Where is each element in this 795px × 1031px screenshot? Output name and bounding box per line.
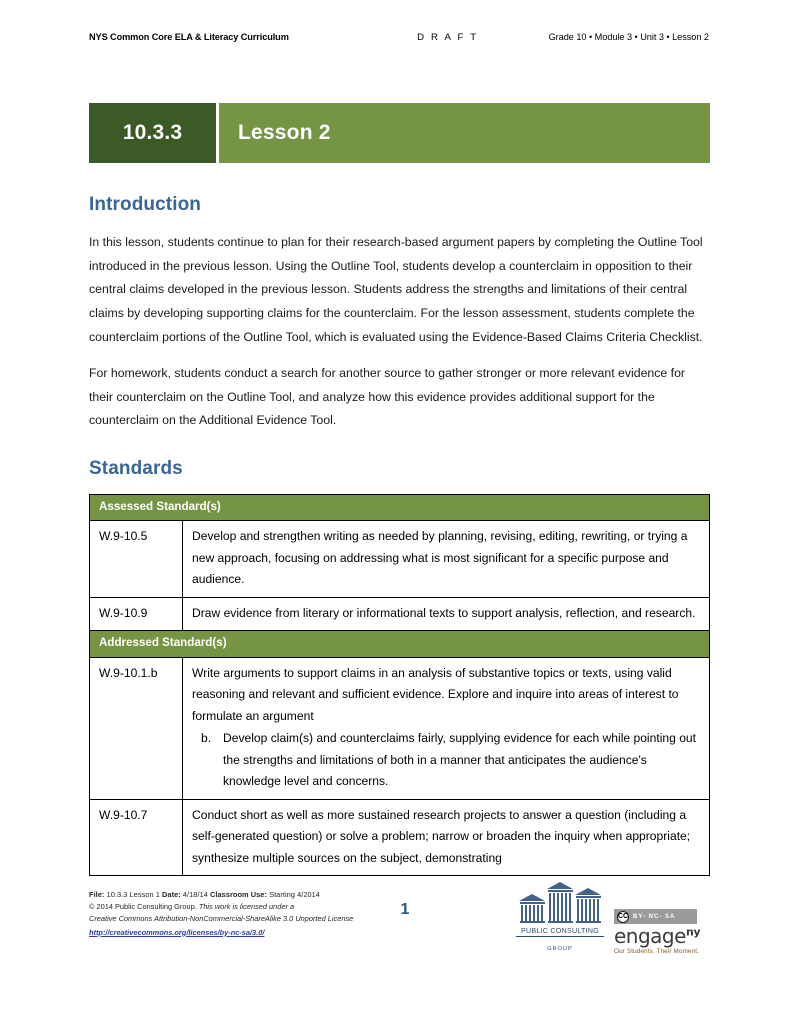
lesson-title-banner — [89, 103, 710, 163]
footer-citation — [89, 889, 419, 939]
standard-code: W.9-10.1.b — [90, 657, 183, 799]
pcg-logo-subname: GROUP — [547, 946, 573, 952]
table-group-header-addressed — [90, 631, 710, 657]
group-label: Addressed Standard(s) — [90, 631, 710, 657]
standard-text: Draw evidence from literary or informational texts to support analysis, reflection, and research. — [183, 597, 710, 631]
pillar-small — [519, 894, 545, 923]
public-consulting-group-logo — [516, 883, 604, 955]
standards-heading: Standards — [89, 458, 183, 479]
introduction-paragraph-2: For homework, students conduct a search for another source to gather stronger or more relevant evidence for their counterclaim on the Outline Tool, and analyze how this evidence provides additional support for the counterclaim on the Additional Evidence Tool. — [89, 366, 686, 428]
standard-text: Write arguments to support claims in an analysis of substantive topics or texts, using valid reasoning and relevant and sufficient evidence. Explore and inquire into areas of interest to formulate an argument — [192, 665, 679, 723]
cc-license-terms: BY- NC- SA — [633, 913, 676, 920]
classroom-use-label: Classroom Use: — [210, 890, 267, 899]
page-footer — [89, 889, 710, 959]
page-number: 1 — [400, 901, 410, 918]
introduction-heading: Introduction — [89, 194, 202, 215]
standard-text: Conduct short as well as more sustained research projects to answer a question (including a self-generated question) or solve a problem; narrow or broaden the inquiry when appropriate; synthesize multiple sources on the subject, demonstrating — [183, 799, 710, 876]
engageny-logo — [614, 909, 710, 955]
list-marker: b. — [201, 731, 212, 746]
license-url-link[interactable]: http://creativecommons.org/licenses/by-nc-sa/3.0/ — [89, 927, 265, 937]
standard-code: W.9-10.5 — [90, 521, 183, 598]
date-label: Date: — [162, 890, 181, 899]
lesson-title: Lesson 2 — [216, 103, 710, 163]
pcg-logo-name: PUBLIC CONSULTING — [516, 926, 604, 937]
creative-commons-badge-icon — [614, 909, 697, 924]
table-group-header-assessed — [90, 495, 710, 521]
classroom-use-value: Starting 4/2014 — [269, 890, 320, 899]
copyright-text: © 2014 Public Consulting Group. — [89, 902, 197, 912]
standard-text: Develop and strengthen writing as needed by planning, revising, editing, rewriting, or trying a new approach, focusing on addressing what is most significant for a specific purpose and audience. — [183, 521, 710, 598]
engageny-superscript: ny — [685, 925, 701, 939]
engageny-wordmark — [614, 926, 710, 946]
pillars-icon — [516, 883, 604, 923]
list-item-text: Develop claim(s) and counterclaims fairly, supplying evidence for each while pointing out the strengths and limitations of both in a manner that anticipates the audience's knowledge level and concerns. — [223, 731, 697, 789]
group-label: Assessed Standard(s) — [90, 495, 710, 521]
standard-sub-list — [192, 728, 700, 793]
table-row — [90, 657, 710, 799]
footer-copyright-line — [89, 901, 419, 913]
footer-file-line — [89, 889, 419, 901]
license-text-line-1: This work is licensed under a — [198, 902, 295, 912]
footer-logos — [516, 883, 710, 955]
file-value: 10.3.3 Lesson 1 — [106, 890, 160, 899]
engageny-tagline: Our Students. Their Moment. — [614, 948, 699, 955]
table-row — [90, 799, 710, 876]
lesson-breadcrumb: Grade 10 • Module 3 • Unit 3 • Lesson 2 — [548, 32, 709, 42]
cc-mark-icon: CC — [617, 911, 629, 923]
list-item — [192, 728, 700, 793]
file-label: File: — [89, 890, 105, 899]
date-value: 4/18/14 — [182, 890, 208, 899]
standards-table — [89, 494, 710, 876]
introduction-paragraph-1: In this lesson, students continue to plan for their research-based argument papers by completing the Outline Tool introduced in the previous lesson. Using the Outline Tool, students develop a counterclaim in opposition to their central claims developed in the previous lesson. Students address the strengths and limitations of their central claims by developing supporting claims for the counterclaim. For the lesson assessment, students complete the counterclaim portions of the Outline Tool, which is evaluated using the Evidence-Based Claims Criteria Checklist. — [89, 235, 703, 344]
table-row — [90, 597, 710, 631]
pillar-medium — [575, 888, 601, 923]
standard-code: W.9-10.9 — [90, 597, 183, 631]
license-text-line-2: Creative Commons Attribution-NonCommercial-ShareAlike 3.0 Unported License — [89, 914, 354, 924]
draft-watermark-text: D R A F T — [417, 32, 479, 43]
engageny-word: engage — [614, 924, 686, 948]
module-code: 10.3.3 — [89, 103, 216, 163]
standard-code: W.9-10.7 — [90, 799, 183, 876]
running-header — [89, 32, 709, 43]
table-row — [90, 521, 710, 598]
standard-text-cell — [183, 657, 710, 799]
pillar-large — [547, 882, 573, 923]
curriculum-name: NYS Common Core ELA & Literacy Curriculum — [89, 32, 289, 42]
